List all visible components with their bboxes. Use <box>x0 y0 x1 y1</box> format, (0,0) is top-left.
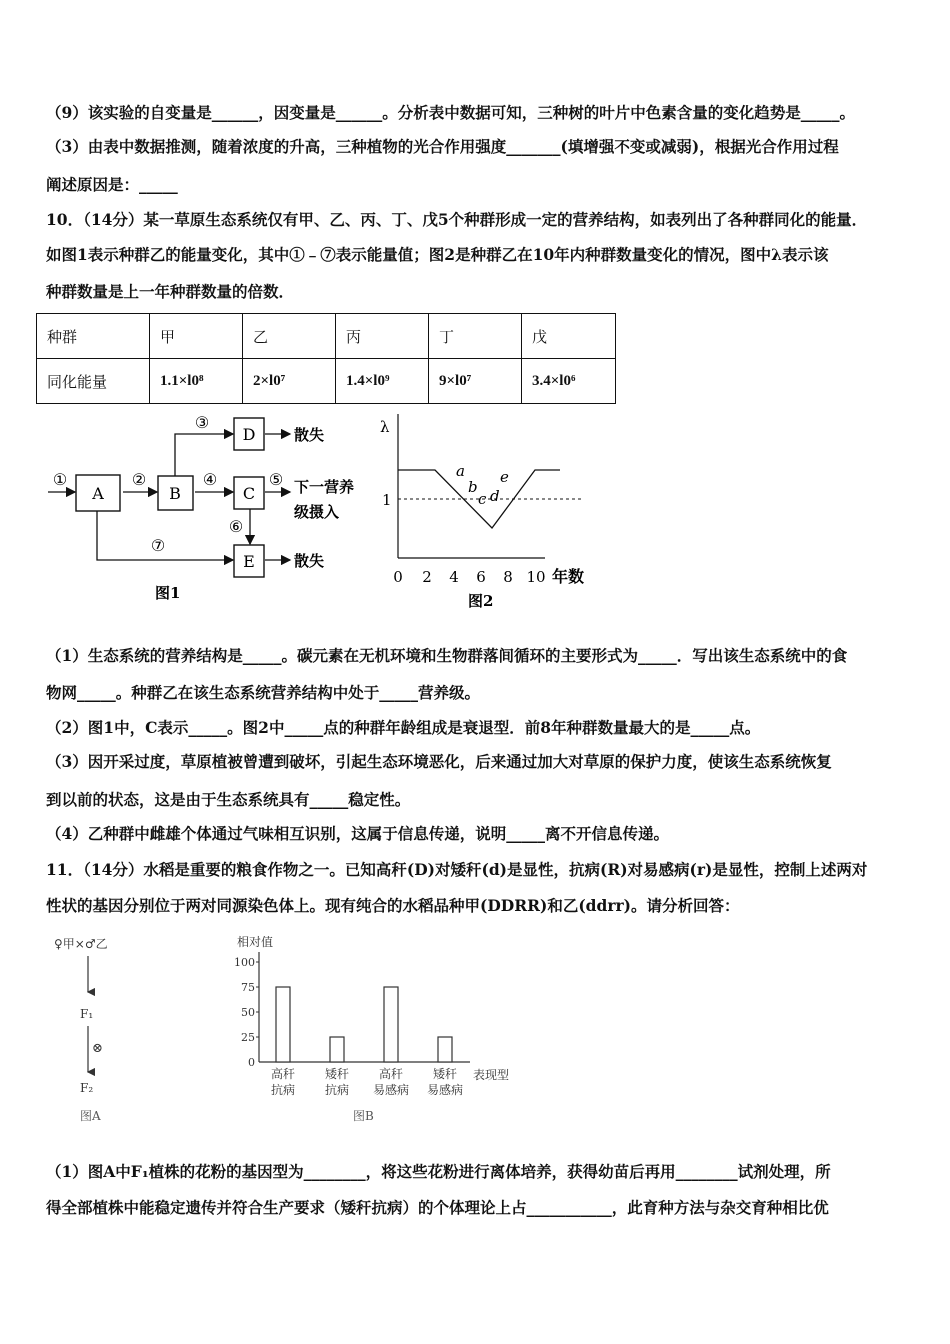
species-cell: 乙 <box>243 314 336 359</box>
bar <box>438 1037 452 1062</box>
category-label: 抗病 <box>270 1083 296 1097</box>
point-d-label: d <box>490 487 500 505</box>
q9-line: （9）该实验的自变量是______，因变量是______。分析表中数据可知，三种树的叶片中色素含量的变化趋势是_____。 <box>46 103 856 122</box>
species-cell: 丁 <box>429 314 522 359</box>
box-b-label: B <box>169 484 181 503</box>
table-header-row <box>37 314 616 359</box>
category-label: 矮秆 <box>324 1067 350 1081</box>
sub1-line-2: 物网_____。种群乙在该生态系统营养结构中处于_____营养级。 <box>46 683 481 702</box>
chart-x-label: 表现型 <box>473 1068 510 1082</box>
marker-7: ⑦ <box>150 536 166 555</box>
marker-3: ③ <box>194 413 210 432</box>
q11-line-2: 性状的基因分别位于两对同源染色体上。现有纯合的水稻品种甲(DDRR)和乙(ddrr)。请分析回答： <box>46 896 740 915</box>
sub3-line-2: 到以前的状态，这是由于生态系统具有_____稳定性。 <box>46 790 411 809</box>
energy-cell: 1.1×l0⁸ <box>150 359 243 404</box>
box-c-label: C <box>242 484 256 503</box>
chart-y-label: 相对值 <box>237 935 274 949</box>
marker-2: ② <box>131 470 147 489</box>
energy-cell: 1.4×l0⁹ <box>336 359 429 404</box>
point-b-label: b <box>468 478 478 496</box>
loss-label-1: 散失 <box>294 426 325 444</box>
sub1-line-1: （1）生态系统的营养结构是_____。碳元素在无机环境和生物群落间循环的主要形式为_____．写出该生态系统中的食 <box>46 646 848 665</box>
selfing-symbol: ⊗ <box>92 1041 103 1056</box>
q10-line-3: 种群数量是上一年种群数量的倍数． <box>46 282 295 301</box>
x-tick: 10 <box>526 568 546 586</box>
next-level-label-2: 级摄入 <box>294 503 340 521</box>
marker-5: ⑤ <box>268 470 284 489</box>
a1-line-2: 得全部植株中能稳定遗传并符合生产要求（矮秆抗病）的个体理论上占___________，此育种方法与杂交育种相比优 <box>46 1198 829 1217</box>
x-tick: 2 <box>422 568 432 586</box>
next-level-label-1: 下一营养 <box>294 478 355 496</box>
energy-cell: 2×l0⁷ <box>243 359 336 404</box>
y-tick-label: 50 <box>241 1006 255 1019</box>
population-energy-table <box>36 313 616 404</box>
q10-line-1: 10．（14分）某一草原生态系统仅有甲、乙、丙、丁、戊5个种群形成一定的营养结构，如表列出了各种群同化的能量． <box>46 210 868 229</box>
category-label: 抗病 <box>324 1083 350 1097</box>
sub2-line: （2）图1中，C表示_____。图2中_____点的种群年龄组成是衰退型．前8年种群数量最大的是_____点。 <box>46 718 761 737</box>
category-label: 易感病 <box>426 1083 464 1097</box>
y-tick-label: 0 <box>248 1056 255 1069</box>
bar <box>276 987 290 1062</box>
energy-flow-diagram <box>40 412 380 612</box>
table-row-label: 同化能量 <box>37 359 150 404</box>
a1-line-1: （1）图A中F₁植株的花粉的基因型为________，将这些花粉进行离体培养，获得幼苗后再用________试剂处理，所 <box>46 1162 831 1181</box>
energy-cell: 9×l0⁷ <box>429 359 522 404</box>
bar <box>384 987 398 1062</box>
sub3-line-1: （3）因开采过度，草原植被曾遭到破坏，引起生态环境恶化，后来通过加大对草原的保护力度，使该生态系统恢复 <box>46 752 832 771</box>
bar <box>330 1037 344 1062</box>
lambda-one-label: 1 <box>382 491 392 509</box>
energy-cell: 3.4×l0⁶ <box>522 359 616 404</box>
y-tick-label: 100 <box>234 956 255 969</box>
category-label: 高秆 <box>270 1067 296 1081</box>
figA-caption: 图A <box>80 1109 101 1123</box>
marker-1: ① <box>52 470 68 489</box>
marker-4: ④ <box>202 470 218 489</box>
loss-label-2: 散失 <box>294 552 325 570</box>
y-tick-label: 25 <box>241 1031 255 1044</box>
fig2-caption: 图2 <box>468 592 494 610</box>
y-tick-label: 75 <box>241 981 255 994</box>
point-c-label: c <box>478 490 487 508</box>
category-label: 易感病 <box>372 1083 410 1097</box>
box-a-label: A <box>92 484 104 503</box>
cross-label: ♀甲×♂乙 <box>54 937 108 951</box>
chart-caption: 图B <box>353 1109 374 1123</box>
lambda-curve-chart <box>370 412 600 612</box>
point-a-label: a <box>456 462 465 480</box>
species-cell: 甲 <box>150 314 243 359</box>
species-cell: 戊 <box>522 314 616 359</box>
box-d-label: D <box>242 425 256 444</box>
sub4-line: （4）乙种群中雌雄个体通过气味相互识别，这属于信息传递，说明_____离不开信息传递。 <box>46 824 670 843</box>
point-e-label: e <box>500 468 509 486</box>
x-axis-label: 年数 <box>552 567 585 586</box>
x-tick: 8 <box>503 568 513 586</box>
q3-line-2: 阐述原因是：_____ <box>46 175 178 194</box>
fig1-caption: 图1 <box>155 584 181 602</box>
table-header-label: 种群 <box>37 314 150 359</box>
table-energy-row <box>37 359 616 404</box>
x-tick: 6 <box>476 568 486 586</box>
category-label: 高秆 <box>378 1067 404 1081</box>
marker-6: ⑥ <box>228 517 244 536</box>
phenotype-bar-chart <box>225 932 525 1132</box>
category-label: 矮秆 <box>432 1067 458 1081</box>
x-tick: 4 <box>449 568 459 586</box>
species-cell: 丙 <box>336 314 429 359</box>
q11-line-1: 11．（14分）水稻是重要的粮食作物之一。已知高秆(D)对矮秆(d)是显性，抗病(R)对易感病(r)是显性，控制上述两对 <box>46 860 868 879</box>
x-tick: 0 <box>393 568 403 586</box>
q10-line-2: 如图1表示种群乙的能量变化，其中①﹣⑦表示能量值；图2是种群乙在10年内种群数量变化的情况，图中λ表示该 <box>46 245 829 264</box>
f2-label: F₂ <box>80 1081 94 1095</box>
y-axis-label: λ <box>380 418 390 436</box>
cross-diagram <box>50 930 160 1130</box>
f1-label: F₁ <box>80 1007 94 1021</box>
q3-line-1: （3）由表中数据推测，随着浓度的升高，三种植物的光合作用强度_______(填增强不变或减弱)，根据光合作用过程 <box>46 137 839 156</box>
box-e-label: E <box>243 552 255 571</box>
